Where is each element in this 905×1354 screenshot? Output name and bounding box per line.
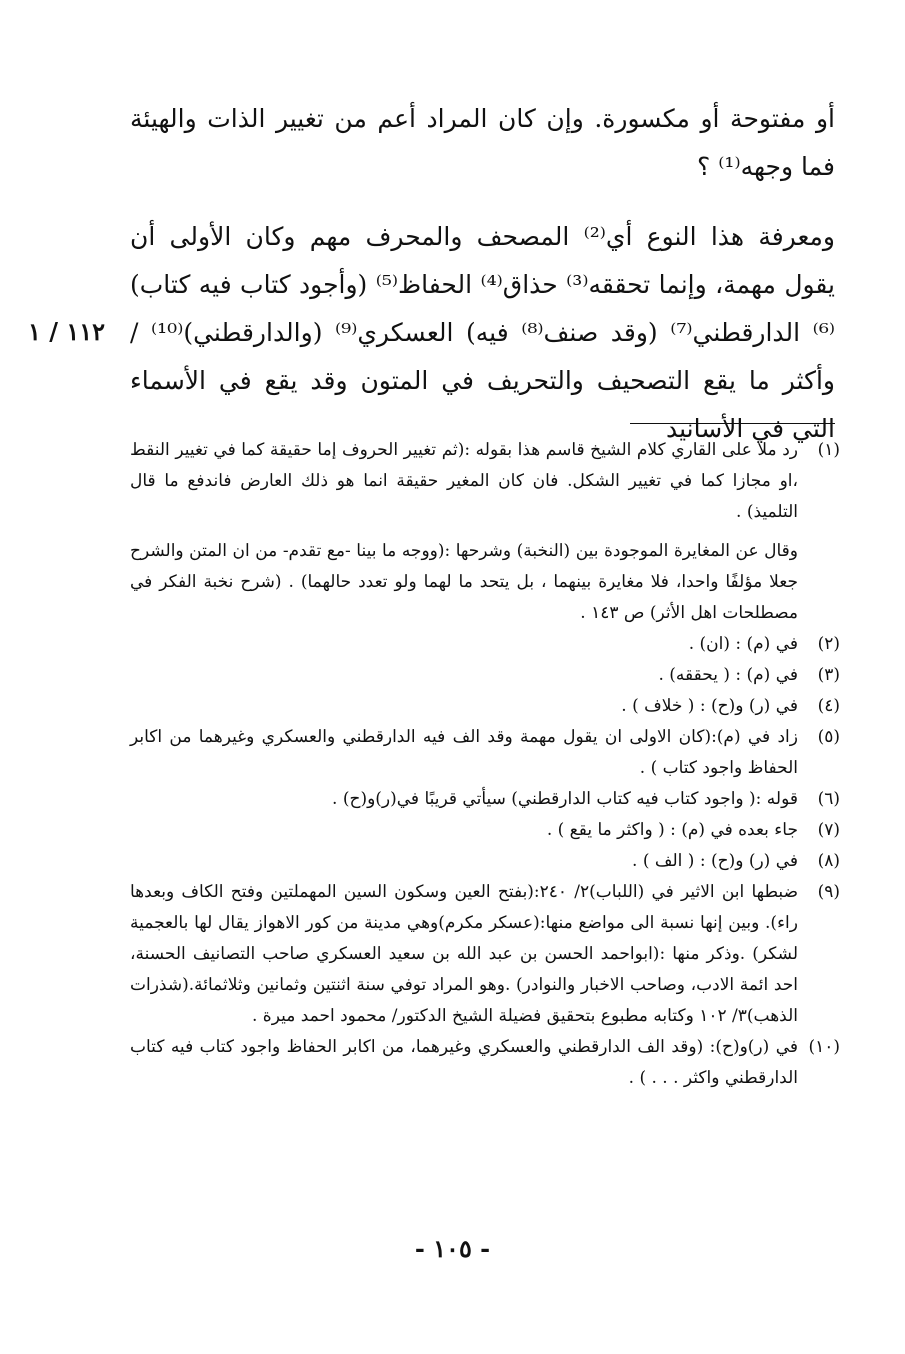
footnote-2 [130,629,840,660]
margin-reference: ١١٢ / ١ [28,317,106,346]
footnote-7 [130,815,840,846]
footnote-text: في (ر)و(ح): (وقد الف الدارقطني والعسكري وغيرهما، من اكابر الحفاظ واجود كتاب فيه كتاب الدارقطني واكثر . . . ) . [130,1037,798,1088]
footnotes [130,435,840,1094]
footnote-number: (١) [817,440,840,460]
main-paragraph-2: ومعرفة هذا النوع أي⁽²⁾ المصحف والمحرف مهم وكان الأولى أن يقول مهمة، وإنما تحققه⁽³⁾ حذاق⁽⁴⁾ الحفاظ⁽⁵⁾ (وأجود كتاب فيه كتاب)⁽⁶⁾ الدارقطني⁽⁷⁾ (وقد صنف⁽⁸⁾ فيه) العسكري⁽⁹⁾ (والدارقطني)⁽¹⁰⁾ / وأكثر ما يقع التصحيف والتحريف في المتون وقد يقع في الأسماء التي في الأسانيد [130,222,836,443]
footnote-9 [130,877,840,1032]
footnote-text: رد ملا على القاري كلام الشيخ قاسم هذا بقوله :(ثم تغيير الحروف إما حقيقة كما في تغيير النقط ،او مجازا كما في تغيير الشكل. فان كان المغير حقيقة انما هو ذلك العارض فاندفع ما قال التلميذ) . [130,440,798,522]
footnote-1-continued [130,536,840,629]
footnote-text: وقال عن المغايرة الموجودة بين (النخبة) وشرحها :(ووجه ما بينا -مع تقدم- من ان المتن والشرح جعلا مؤلفًا واحدا، فلا مغايرة بينهما ، بل يتحد ما لهما ولو تعدد حالهما) . (شرح نخبة الفكر في مصطلحات اهل الأثر) ص ١٤٣ . [130,541,798,623]
footnote-text: في (ر) و(ح) : ( الف ) . [632,851,798,871]
main-paragraph-1: أو مفتوحة أو مكسورة. وإن كان المراد أعم من تغيير الذات والهيئة فما وجهه⁽¹⁾ ؟ [130,104,835,181]
footnote-number: (٧) [817,820,840,840]
footnote-3 [130,660,840,691]
footnote-number: (٢) [817,634,840,654]
footnote-number: (٩) [817,882,840,902]
footnote-text: في (م) : ( يحققه) . [658,665,798,685]
footnote-1 [130,435,840,528]
footnote-number: (٨) [817,851,840,871]
footnote-number: (٥) [817,727,840,747]
page-number: - ١٠٥ - [414,1234,491,1263]
footnote-number: (٦) [817,789,840,809]
footnote-text: جاء بعده في (م) : ( واكثر ما يقع ) . [546,820,798,840]
footnote-number: (١٠) [808,1037,840,1057]
footnote-8 [130,846,840,877]
footnote-text: قوله :( واجود كتاب فيه كتاب الدارقطني) سيأتي قريبًا في(ر)و(ح) . [332,789,798,809]
footnote-text: في (ر) و(ح) : ( خلاف ) . [621,696,798,716]
footnote-text: في (م) : (ان) . [688,634,798,654]
footnote-6 [130,784,840,815]
footnote-5 [130,722,840,784]
footnote-4 [130,691,840,722]
main-text [130,95,835,453]
footnote-number: (٤) [817,696,840,716]
footnote-number: (٣) [817,665,840,685]
footnote-text: ضبطها ابن الاثير في (اللباب)٢/ ٢٤٠:(بفتح العين وسكون السين المهملتين وفتح الكاف وبعدها راء). وبين إنها نسبة الى مواضع منها:(عسكر مكرم)وهي مدينة من كور الاهواز يقال لها بالعجمية لشكر) .وذكر منها :(ابواحمد الحسن بن عبد الله بن سعيد العسكري صاحب التصانيف الحسنة، احد ائمة الادب، وصاحب الاخبار والنوادر) .وهو المراد توفي سنة اثنتين وثمانين وثلاثمائة.(شذرات الذهب)٣/ ١٠٢ وكتابه مطبوع بتحقيق فضيلة الشيخ الدكتور/ محمود احمد ميرة . [130,882,799,1026]
footnote-10 [130,1032,840,1094]
footnote-divider [630,423,835,424]
footnote-text: زاد في (م):(كان الاولى ان يقول مهمة وقد الف فيه الدارقطني والعسكري وغيرهما من اكابر الحفاظ واجود كتاب ) . [130,727,798,778]
